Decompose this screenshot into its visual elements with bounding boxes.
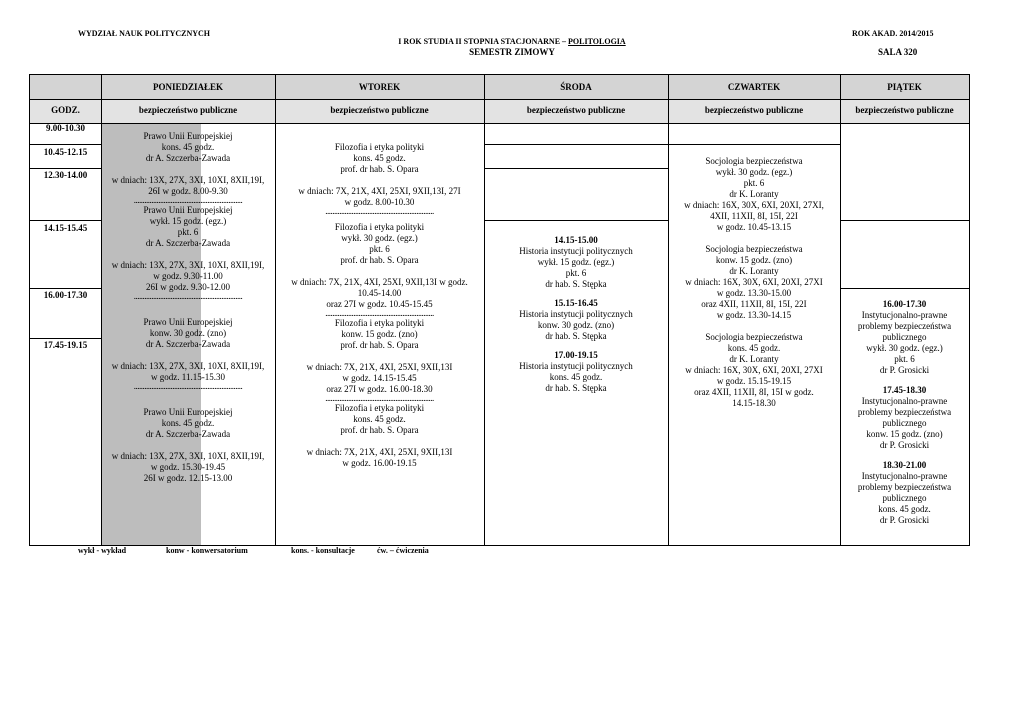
class-line: prof. dr hab. S. Opara [340,425,419,435]
spacer [275,266,484,277]
class-line: prof. dr hab. S. Opara [340,255,419,265]
spacer [275,175,484,186]
class-line: konw. 15 godz. (zno) [715,255,793,265]
separator: .............................................................. [325,310,434,318]
class-line: wykł. 30 godz. (egz.) [341,233,418,243]
separator: .............................................................. [325,395,434,403]
class-line: w godz. 16.00-19.15 [342,458,417,468]
class-line: 14.15-18.30 [732,398,776,408]
subject-wednesday: bezpieczeństwo publiczne [526,105,626,115]
spacer [275,436,484,447]
monday-schedule [101,131,275,484]
wednesday-schedule [484,235,668,394]
class-line: pkt. 6 [177,227,199,237]
day-header-monday: PONIEDZIAŁEK [152,82,223,92]
friday-schedule [840,299,969,526]
class-line: pkt. 6 [565,268,587,278]
class-line: Prawo Unii Europejskiej [143,407,233,417]
class-line: konw. 30 godz. (zno) [149,328,227,338]
class-line: w godz. 10.45-13.15 [716,222,792,232]
schedule-title [0,37,1024,46]
class-line: wykł. 30 godz. (egz.) [866,343,943,353]
class-line: oraz 4XII, 11XII, 8I, 15I w godz. [694,387,814,397]
class-line: kons. 45 godz. [161,418,215,428]
spacer [840,451,969,460]
class-line: Instytucjonalno-prawne [861,310,948,320]
class-time: 15.15-16.45 [554,298,598,308]
class-line: kons. 45 godz. [353,414,406,424]
class-line: Instytucjonalno-prawne [861,471,948,481]
class-line: kons. 45 godz. [161,142,215,152]
class-line: dr hab. S. Stępka [545,331,607,341]
class-line: w dniach: 7X, 21X, 4XI, 25XI, 9XII,13I [306,447,453,457]
class-line: Historia instytucji politycznych [519,309,633,319]
grid-line [30,338,101,339]
class-line: w godz. 14.15-15.45 [342,373,417,383]
day-header-thursday: CZWARTEK [727,82,781,92]
title-field: POLITOLOGIA [568,37,626,46]
class-line: dr hab. S. Stępka [545,279,607,289]
academic-year: ROK AKAD. 2014/2015 [852,29,934,38]
class-line: Prawo Unii Europejskiej [143,205,233,215]
class-line: oraz 4XII, 11XII, 8I, 15I, 22I [701,299,807,309]
grid-line [840,220,969,221]
legend [78,546,429,555]
class-line: dr K. Loranty [729,354,779,364]
grid-line [30,144,101,145]
class-line: dr P. Grosicki [879,365,930,375]
class-line: dr A. Szczerba-Zawada [145,153,231,163]
class-line: publicznego [882,418,927,428]
tuesday-schedule [275,142,484,469]
class-line: pkt. 6 [743,178,765,188]
class-line: Instytucjonalno-prawne [861,396,948,406]
class-line: w dniach: 16X, 30X, 6XI, 20XI, 27XI, [684,200,824,210]
grid-line [30,123,969,124]
separator: .............................................................. [325,208,434,216]
spacer [668,321,840,332]
class-line: w dniach: 16X, 30X, 6XI, 20XI, 27XI [685,277,823,287]
spacer [101,350,275,361]
time-slot: 17.45-19.15 [43,340,88,350]
class-line: konw. 30 godz. (zno) [537,320,615,330]
day-header-wednesday: ŚRODA [560,82,592,92]
class-line: problemy bezpieczeństwa [857,321,952,331]
legend-item: ćw. – ćwiczenia [377,546,429,555]
subject-monday: bezpieczeństwo publiczne [138,105,238,115]
class-line: wykł. 30 godz. (egz.) [715,167,793,177]
class-line: w godz. 11.15-15.30 [151,372,225,382]
class-line: konw. 15 godz. (zno) [341,329,418,339]
class-line: w dniach: 13X, 27X, 3XI, 10XI, 8XII,19I, [111,451,265,461]
grid-line [30,168,101,169]
class-line: pkt. 6 [369,244,390,254]
semester-label: SEMESTR ZIMOWY [469,47,555,57]
class-line: wykł. 15 godz. (egz.) [537,257,615,267]
class-line: w godz. 15.30-19.45 [150,462,226,472]
class-line: pkt. 6 [894,354,915,364]
class-line: publicznego [882,493,927,503]
class-line: 26I w godz. 9.30-12.00 [146,282,230,292]
class-line: dr P. Grosicki [879,440,930,450]
class-line: w dniach: 13X, 27X, 3XI, 10XI, 8XII,19I, [111,361,265,371]
class-line: publicznego [882,332,927,342]
class-line: w dniach: 16X, 30X, 6XI, 20XI, 27XI [685,365,823,375]
separator: .............................................................. [133,293,243,301]
class-line: Historia instytucji politycznych [519,361,633,371]
class-line: oraz 27I w godz. 10.45-15.45 [326,299,433,309]
class-line: wykł. 15 godz. (egz.) [149,216,227,226]
class-line: w godz. 8.00-10.30 [344,197,415,207]
class-line: 26I w godz. 8.00-9.30 [148,186,228,196]
class-line: w dniach: 13X, 27X, 3XI, 10XI, 8XII,19I, [111,175,265,185]
class-line: kons. 45 godz. [727,343,781,353]
legend-item: kons. - konsultacje [291,546,355,555]
class-line: prof. dr hab. S. Opara [340,164,419,174]
grid-line [484,168,668,169]
grid-line [30,288,101,289]
spacer [101,164,275,175]
class-line: Historia instytucji politycznych [519,246,633,256]
class-time: 16.00-17.30 [882,299,927,309]
separator: .............................................................. [133,197,243,205]
time-slot: 16.00-17.30 [43,290,88,300]
legend-item: wykł - wykład [78,546,127,555]
separator: .............................................................. [133,383,243,391]
grid-line [484,144,668,145]
faculty-name: WYDZIAŁ NAUK POLITYCZNYCH [78,29,211,38]
time-slot: 9.00-10.30 [46,123,85,133]
hours-header: GODZ. [51,105,80,115]
class-line: oraz 27I w godz. 16.00-18.30 [326,384,433,394]
class-line: problemy bezpieczeństwa [857,407,952,417]
class-line: dr A. Szczerba-Zawada [145,429,231,439]
class-line: Socjologia bezpieczeństwa [705,332,803,342]
grid-line [840,288,969,289]
class-line: w godz. 9.30-11.00 [153,271,223,281]
class-line: kons. 45 godz. [353,153,406,163]
time-slot: 10.45-12.15 [43,147,88,157]
class-line: dr P. Grosicki [879,515,930,525]
spacer [101,391,275,407]
spacer [275,351,484,362]
class-line: dr A. Szczerba-Zawada [145,238,231,248]
class-line: w dniach: 7X, 21X, 4XI, 25XI, 9XII,13I, 27I [298,186,461,196]
class-line: Filozofia i etyka polityki [334,403,425,413]
subject-thursday: bezpieczeństwo publiczne [704,105,804,115]
class-line: Filozofia i etyka polityki [334,142,425,152]
legend-item: konw - konwersatorium [166,546,248,555]
class-line: problemy bezpieczeństwa [857,482,952,492]
spacer [484,342,668,350]
spacer [101,440,275,451]
title-prefix: I ROK STUDIA II STOPNIA STACJONARNE – [398,37,569,46]
class-line: dr K. Loranty [729,189,779,199]
class-line: Socjologia bezpieczeństwa [705,244,803,254]
class-line: Socjologia bezpieczeństwa [705,156,803,166]
class-time: 14.15-15.00 [554,235,598,245]
class-line: 10.45-14.00 [357,288,402,298]
class-line: Prawo Unii Europejskiej [143,317,233,327]
class-line: dr A. Szczerba-Zawada [145,339,231,349]
thursday-schedule [668,156,840,409]
grid-line [484,220,668,221]
timetable [29,74,970,546]
class-line: Filozofia i etyka polityki [334,222,425,232]
grid-line [668,144,840,145]
class-line: Prawo Unii Europejskiej [143,131,233,141]
class-line: kons. 45 godz. [878,504,931,514]
class-time: 17.45-18.30 [882,385,927,395]
class-line: 26I w godz. 12.15-13.00 [143,473,233,483]
class-line: Filozofia i etyka polityki [334,318,425,328]
class-line: w godz. 13.30-15.00 [716,288,792,298]
time-slot: 12.30-14.00 [43,170,88,180]
class-time: 17.00-19.15 [554,350,598,360]
spacer [484,290,668,298]
class-line: w dniach: 7X, 21X, 4XI, 25XI, 9XII,13I w godz. [291,277,468,287]
class-line: prof. dr hab. S. Opara [340,340,419,350]
day-header-friday: PIĄTEK [887,82,922,92]
class-line: dr K. Loranty [729,266,779,276]
spacer [101,249,275,260]
class-line: w godz. 15.15-19.15 [716,376,792,386]
class-time: 18.30-21.00 [882,460,927,470]
class-line: dr hab. S. Stępka [545,383,607,393]
class-line: w dniach: 13X, 27X, 3XI, 10XI, 8XII,19I, [111,260,265,270]
class-line: 4XII, 11XII, 8I, 15I, 22I [710,211,798,221]
class-line: kons. 45 godz. [549,372,603,382]
time-slot: 14.15-15.45 [43,223,88,233]
spacer [840,376,969,385]
spacer [668,233,840,244]
day-header-tuesday: WTOREK [358,82,401,92]
grid-line [30,220,101,221]
room-label: SALA 320 [878,47,918,57]
subject-friday: bezpieczeństwo publiczne [855,105,954,115]
class-line: w dniach: 7X, 21X, 4XI, 25XI, 9XII,13I [306,362,453,372]
subject-tuesday: bezpieczeństwo publiczne [330,105,429,115]
class-line: konw. 15 godz. (zno) [866,429,943,439]
spacer [101,301,275,317]
class-line: w godz. 13.30-14.15 [716,310,792,320]
